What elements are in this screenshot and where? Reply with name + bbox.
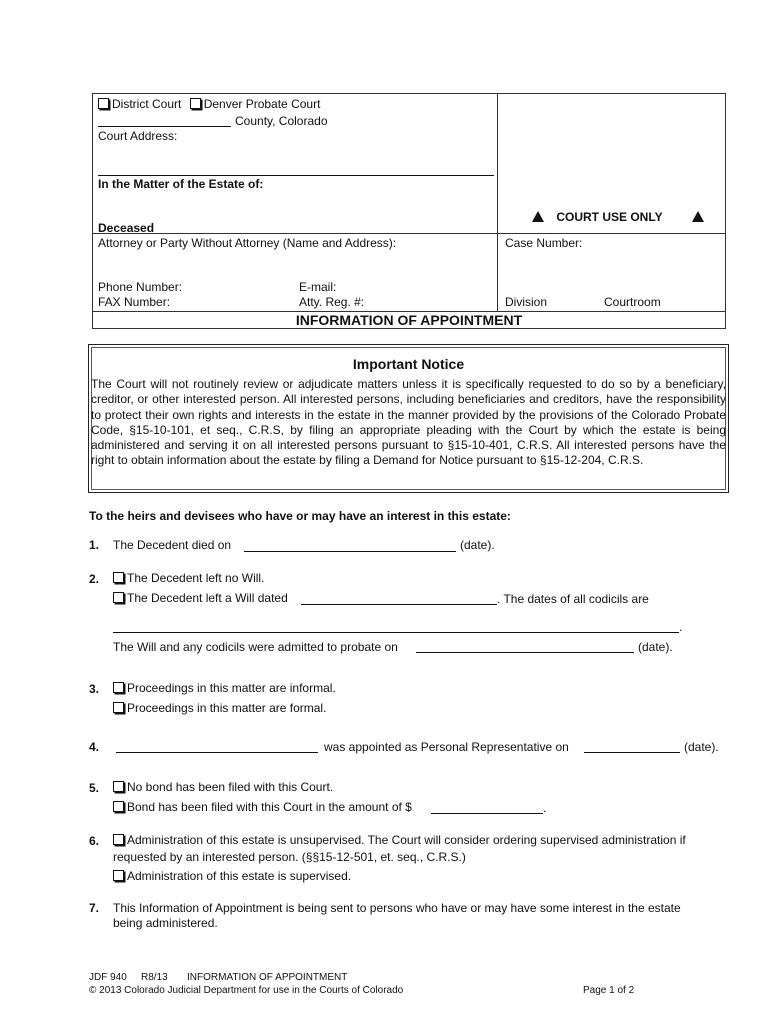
item-6-number: 6. [89,834,100,848]
intro-text: To the heirs and devisees who have or may have an interest in this estate: [89,509,511,523]
district-court-label: District Court [112,97,182,111]
court-address-label: Court Address: [98,129,178,143]
no-bond-checkbox[interactable] [113,781,124,792]
item-3-number: 3. [89,682,100,696]
unsupervised-option [113,833,686,847]
court-address-rule [98,174,494,176]
supervised-label: Administration of this estate is supervised. [127,869,352,883]
unsupervised-continuation: requested by an interested person. (§§15-12-501, et. seq., C.R.S.) [113,850,466,864]
supervised-option [113,869,351,883]
footer-form-id: JDF 940 [89,972,127,983]
admitted-to-probate-label: The Will and any codicils were admitted to probate on [113,640,398,654]
county-label: County, Colorado [235,114,328,128]
no-bond-option [113,780,333,794]
unsupervised-label: Administration of this estate is unsupervised. The Court will consider ordering supervised administration if [127,833,686,847]
bond-filed-option [113,800,412,814]
informal-label: Proceedings in this matter are informal. [127,681,336,695]
notice-heading: Important Notice [352,356,465,372]
item-7-line-2: being administered. [113,916,218,930]
bond-filed-label: Bond has been filed with this Court in the amount of $ [127,800,412,814]
up-triangle-icon [692,211,704,222]
informal-checkbox[interactable] [113,682,124,693]
no-will-option [113,571,264,585]
footer-page-number: Page 1 of 2 [583,985,635,996]
personal-representative-name-field[interactable] [116,739,318,753]
item-1-number: 1. [89,538,100,552]
probate-date-suffix: (date). [638,640,673,654]
formal-checkbox[interactable] [113,702,124,713]
form-title: INFORMATION OF APPOINTMENT [295,312,523,328]
decedent-died-label: The Decedent died on [113,538,232,552]
probate-date-field[interactable] [416,639,634,653]
appointment-date-field[interactable] [584,739,680,753]
item-2-number: 2. [89,572,100,586]
unsupervised-checkbox[interactable] [113,834,124,845]
item-7-line-1: This Information of Appointment is being sent to persons who have or may have some interest in the estate [113,901,681,915]
will-dated-label: The Decedent left a Will dated [127,591,288,605]
footer-form-title: INFORMATION OF APPOINTMENT [187,972,348,983]
courtroom-label: Courtroom [604,295,661,309]
notice-body: The Court will not routinely review or adjudicate matters unless it is specifically requested to do so by a beneficiary, creditor, or other interested person. All interested persons, including beneficiaries and creditors, have the responsibility to protect their own rights and interests in the estate in the manner provided by the provisions of the Colorado Probate Code, §15-10-101, et seq., C.R.S, by filing an appropriate pleading with the Court by which the estate is being administered and serving it on all interested persons pursuant to §15-10-401, C.R.S. All interested persons have the right to obtain information about the estate by filing a Demand for Notice pursuant to §15-12-204, C.R.S. [91,377,726,468]
bond-amount-field[interactable] [431,800,543,814]
deceased-label: Deceased [98,221,155,235]
item-4-number: 4. [89,740,100,754]
codicils-label: . The dates of all codicils are [497,592,649,606]
caption-divider-horizontal [92,233,726,234]
codicil-dates-period: . [679,620,683,634]
case-number-label: Case Number: [505,236,583,250]
will-dated-option [113,591,288,605]
matter-label: In the Matter of the Estate of: [98,177,264,191]
appointment-date-suffix: (date). [684,740,719,754]
division-label: Division [505,295,548,309]
no-will-label: The Decedent left no Will. [127,571,265,585]
will-dated-checkbox[interactable] [113,592,124,603]
denver-probate-court-label: Denver Probate Court [203,97,321,111]
county-field[interactable] [98,113,231,127]
no-will-checkbox[interactable] [113,572,124,583]
informal-option [113,681,336,695]
caption-divider-vertical [497,93,498,311]
court-use-only [532,210,704,224]
bond-amount-period: . [543,801,547,815]
will-date-field[interactable] [301,591,497,605]
codicil-dates-field[interactable] [113,619,679,633]
footer-copyright: © 2013 Colorado Judicial Department for use in the Courts of Colorado [89,985,404,996]
fax-label: FAX Number: [98,295,171,309]
district-court-checkbox[interactable] [98,98,109,109]
court-use-only-label: COURT USE ONLY [556,210,663,224]
up-triangle-icon [532,211,544,222]
formal-label: Proceedings in this matter are formal. [127,701,327,715]
phone-label: Phone Number: [98,280,183,294]
formal-option [113,701,326,715]
appointed-label: was appointed as Personal Representative on [324,740,569,754]
item-1-text [113,538,231,552]
date-of-death-suffix: (date). [460,538,495,552]
item-7-number: 7. [89,901,100,915]
attorney-label: Attorney or Party Without Attorney (Name and Address): [98,236,397,250]
bond-filed-checkbox[interactable] [113,801,124,812]
no-bond-label: No bond has been filed with this Court. [127,780,334,794]
supervised-checkbox[interactable] [113,870,124,881]
court-selection [98,97,320,111]
footer-revision: R8/13 [141,972,168,983]
date-of-death-field[interactable] [244,538,456,552]
denver-probate-court-checkbox[interactable] [190,98,201,109]
email-label: E-mail: [299,280,337,294]
item-5-number: 5. [89,781,100,795]
atty-reg-label: Atty. Reg. #: [299,295,365,309]
